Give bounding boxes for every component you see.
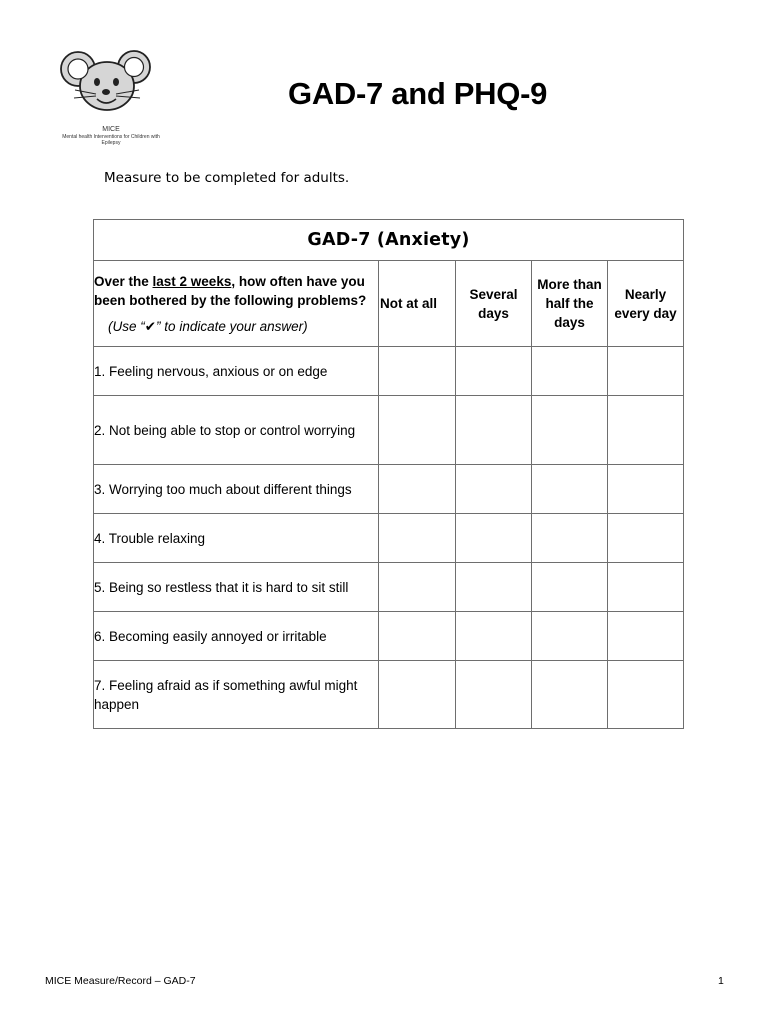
option-nearly-every-day: Nearly every day [608, 261, 684, 347]
logo-tagline: Mental health Interventions for Children with Epilepsy [62, 134, 160, 146]
answer-cell-nearly-every-day[interactable] [608, 396, 684, 465]
page-number: 1 [718, 975, 724, 987]
question-text: 5. Being so restless that it is hard to sit still [94, 563, 379, 612]
question-header-text [94, 272, 378, 310]
answer-cell-several-days[interactable] [456, 396, 532, 465]
question-header-part1: Over the [94, 273, 153, 289]
answer-cell-not-at-all[interactable] [379, 347, 456, 396]
answer-cell-more-than-half[interactable] [532, 661, 608, 729]
answer-cell-more-than-half[interactable] [532, 612, 608, 661]
answer-cell-several-days[interactable] [456, 514, 532, 563]
answer-cell-not-at-all[interactable] [379, 563, 456, 612]
question-text: 7. Feeling afraid as if something awful might happen [94, 661, 379, 729]
answer-cell-not-at-all[interactable] [379, 465, 456, 514]
question-header-underline: last 2 weeks [152, 273, 232, 289]
answer-cell-not-at-all[interactable] [379, 612, 456, 661]
question-header-part2: , how often have you been bothered by the following problems? [94, 273, 367, 308]
question-text: 1. Feeling nervous, anxious or on edge [94, 347, 379, 396]
table-row [94, 661, 684, 729]
answer-cell-more-than-half[interactable] [532, 563, 608, 612]
answer-cell-nearly-every-day[interactable] [608, 347, 684, 396]
answer-cell-several-days[interactable] [456, 347, 532, 396]
answer-cell-nearly-every-day[interactable] [608, 661, 684, 729]
mouse-icon [56, 48, 156, 114]
option-more-than-half: More than half the days [532, 261, 608, 347]
page-subtitle: Measure to be completed for adults. [104, 170, 350, 186]
answer-cell-nearly-every-day[interactable] [608, 612, 684, 661]
section-title-row [94, 220, 684, 261]
mice-logo [52, 48, 170, 146]
answer-cell-several-days[interactable] [456, 465, 532, 514]
answer-cell-nearly-every-day[interactable] [608, 465, 684, 514]
question-text: 3. Worrying too much about different things [94, 465, 379, 514]
question-text: 2. Not being able to stop or control worrying [94, 396, 379, 465]
header-row [94, 261, 684, 347]
answer-cell-not-at-all[interactable] [379, 396, 456, 465]
page-title: GAD-7 and PHQ-9 [288, 76, 548, 111]
question-text: 6. Becoming easily annoyed or irritable [94, 612, 379, 661]
answer-cell-several-days[interactable] [456, 612, 532, 661]
answer-cell-more-than-half[interactable] [532, 347, 608, 396]
question-header-note: (Use “✔” to indicate your answer) [108, 318, 308, 334]
table-row [94, 465, 684, 514]
gad7-table [93, 219, 684, 729]
option-not-at-all: Not at all [379, 261, 456, 347]
answer-cell-more-than-half[interactable] [532, 514, 608, 563]
answer-cell-several-days[interactable] [456, 563, 532, 612]
table-row [94, 396, 684, 465]
answer-cell-not-at-all[interactable] [379, 514, 456, 563]
table-row [94, 563, 684, 612]
footer-label: MICE Measure/Record – GAD-7 [45, 975, 196, 987]
answer-cell-more-than-half[interactable] [532, 465, 608, 514]
answer-cell-not-at-all[interactable] [379, 661, 456, 729]
answer-cell-nearly-every-day[interactable] [608, 514, 684, 563]
table-row [94, 612, 684, 661]
logo-name: MICE [102, 126, 120, 133]
option-several-days: Several days [456, 261, 532, 347]
answer-cell-nearly-every-day[interactable] [608, 563, 684, 612]
table-row [94, 347, 684, 396]
section-title: GAD-7 (Anxiety) [94, 220, 684, 261]
answer-cell-several-days[interactable] [456, 661, 532, 729]
answer-cell-more-than-half[interactable] [532, 396, 608, 465]
question-text: 4. Trouble relaxing [94, 514, 379, 563]
question-header [94, 261, 379, 347]
table-row [94, 514, 684, 563]
